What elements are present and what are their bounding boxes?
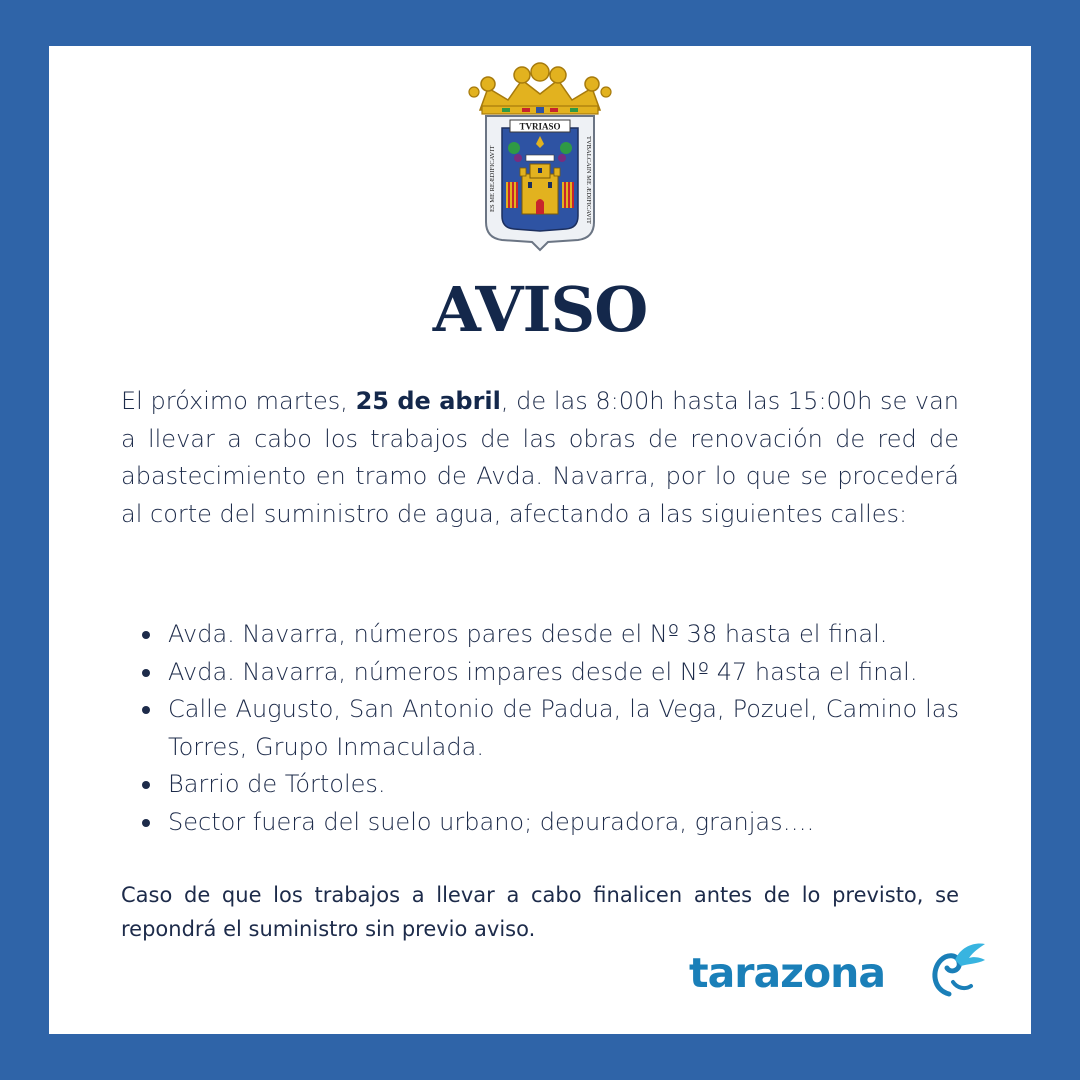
- tarazona-logo: [689, 938, 989, 1004]
- closing-note: Caso de que los trabajos a llevar a cabo finalicen antes de lo previsto, se repondrá el suministro sin previo aviso.: [121, 883, 959, 941]
- bullet-icon: [142, 706, 150, 714]
- tarazona-swirl-icon: [927, 938, 987, 1000]
- paragraph-intro: El próximo martes,: [121, 387, 356, 415]
- bullet-icon: [142, 781, 150, 789]
- list-item: [121, 654, 959, 692]
- list-item: [121, 691, 959, 766]
- notice-card: [49, 46, 1031, 1034]
- notice-date: 25 de abril: [355, 387, 501, 415]
- list-item-text: Sector fuera del suelo urbano; depuradora, granjas….: [168, 807, 815, 836]
- svg-text:ES ME REÆDIFICAVIT: ES ME REÆDIFICAVIT: [489, 145, 496, 212]
- bullet-icon: [142, 819, 150, 827]
- notice-paragraph: [121, 383, 959, 533]
- list-item-text: Barrio de Tórtoles.: [168, 770, 386, 798]
- list-item-text: Avda. Navarra, números impares desde el Nº 47 hasta el final.: [168, 657, 918, 686]
- affected-streets-list: [121, 616, 959, 841]
- svg-text:TVRIASO: TVRIASO: [519, 121, 561, 132]
- list-item-text: Calle Augusto, San Antonio de Padua, la Vega, Pozuel, Camino las Torres, Grupo Inmaculada.: [168, 695, 959, 761]
- svg-text:TVBALCAIN ME ÆDIFICAVIT: TVBALCAIN ME ÆDIFICAVIT: [585, 136, 592, 224]
- bullet-icon: [142, 631, 150, 639]
- paragraph-details: , de las 8:00h hasta las 15:00h se van a llevar a cabo los trabajos de las obras de renovación de red de abastecimiento en tramo de Avda. Navarra, por lo que se procederá al corte del suministro de agua, afectando a las siguientes calles:: [121, 387, 960, 528]
- bullet-icon: [142, 669, 150, 677]
- list-item-text: Avda. Navarra, números pares desde el Nº 38 hasta el final.: [168, 620, 888, 648]
- notice-title: AVISO: [432, 273, 648, 346]
- coat-of-arms-icon: [460, 62, 620, 252]
- brand-name: tarazona: [689, 949, 886, 997]
- list-item: [121, 804, 959, 842]
- crown-icon: [469, 63, 611, 114]
- list-item: [121, 616, 959, 654]
- list-item: [121, 766, 959, 804]
